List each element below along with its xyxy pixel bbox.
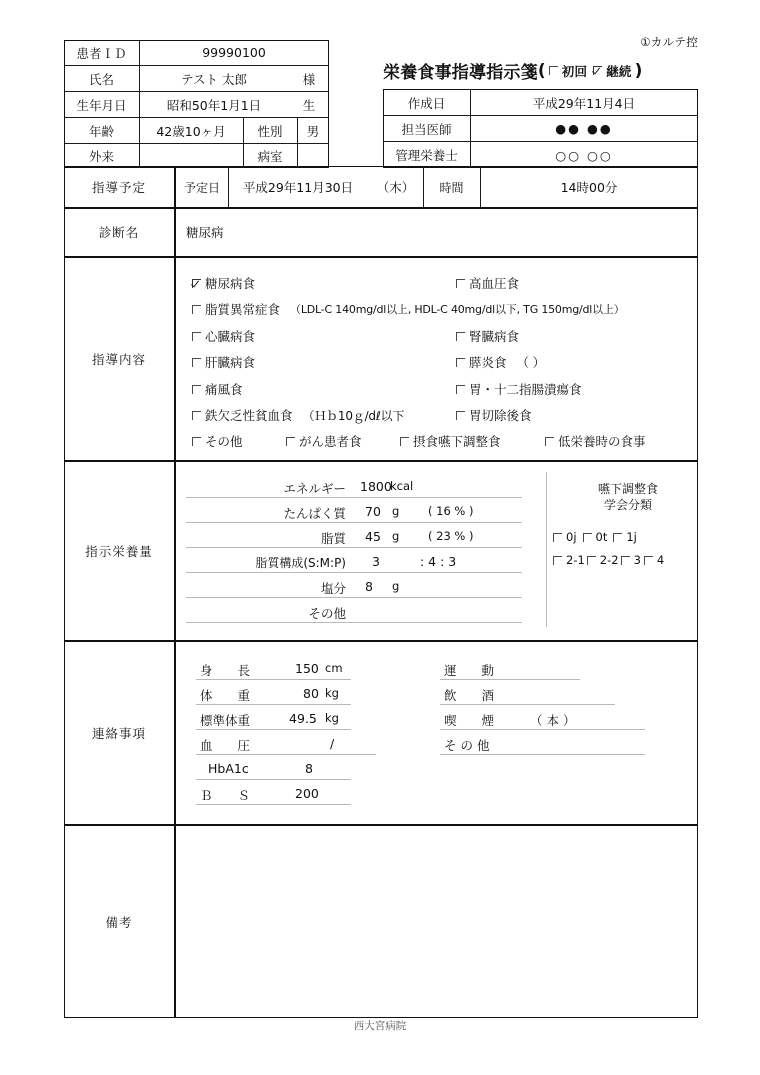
nutrition-salt-label: 塩分 bbox=[320, 581, 346, 596]
guidance-item-malnutrition[interactable] bbox=[545, 432, 646, 450]
guidance-item-label: 摂食嚥下調整食 bbox=[413, 434, 501, 449]
guidance-item-iron-anemia[interactable] bbox=[192, 406, 404, 424]
checkbox-liver-icon[interactable] bbox=[192, 358, 201, 367]
title-option-first-label: 初回 bbox=[561, 63, 588, 79]
room-value[interactable] bbox=[297, 144, 329, 168]
checkbox-pancreatitis-icon[interactable] bbox=[456, 358, 465, 367]
hba1c-value[interactable]: 8 bbox=[305, 761, 313, 776]
swallowing-option-label: 1j bbox=[626, 530, 637, 544]
guidance-item-note: （LDL-C 140mg/dl以上, HDL-C 40mg/dl以下, TG 150mg/dl以上） bbox=[290, 303, 625, 316]
age-label: 年齢 bbox=[88, 123, 114, 139]
guidance-item-dysphagia[interactable] bbox=[400, 432, 501, 450]
guidance-item-note[interactable]: （ ） bbox=[516, 355, 545, 370]
dietitian-value[interactable]: ○○ ○○ bbox=[555, 147, 613, 163]
schedule-weekday: （木） bbox=[376, 180, 415, 195]
swallowing-option-4[interactable] bbox=[644, 553, 664, 567]
patient-id-label: 患者ＩＤ bbox=[76, 45, 127, 61]
nutrition-salt-value[interactable]: 8 bbox=[365, 579, 373, 594]
checkbox-other-icon[interactable] bbox=[192, 437, 201, 446]
swallowing-row-1 bbox=[553, 530, 643, 544]
standard-weight-unit: kg bbox=[325, 711, 339, 725]
checkbox-1j-icon[interactable] bbox=[613, 533, 622, 542]
nutrition-protein-label: たんぱく質 bbox=[283, 506, 346, 521]
outpatient-value[interactable] bbox=[139, 144, 243, 168]
guidance-item-dyslipidemia[interactable] bbox=[192, 300, 625, 318]
sex-label: 性別 bbox=[257, 123, 283, 139]
guidance-item-label: 高血圧食 bbox=[469, 276, 520, 291]
patient-name-value[interactable]: テスト 太郎 bbox=[181, 71, 247, 87]
guidance-item-label: 膵炎食 bbox=[469, 355, 507, 370]
checkbox-0j-icon[interactable] bbox=[553, 533, 562, 542]
swallowing-title-line2: 学会分類 bbox=[603, 498, 652, 512]
divider bbox=[546, 472, 547, 627]
smoking-value[interactable]: （ 本 ） bbox=[530, 713, 576, 728]
swallowing-option-label: 0t bbox=[595, 530, 608, 544]
blood-pressure-label: 血 圧 bbox=[200, 738, 251, 753]
guidance-item-hypertension[interactable] bbox=[456, 274, 519, 292]
schedule-time-value[interactable]: 14時00分 bbox=[560, 180, 618, 195]
hospital-name-footer: 西大宮病院 bbox=[353, 1020, 407, 1032]
swallowing-option-3[interactable] bbox=[621, 553, 641, 567]
checkbox-hypertension-icon[interactable] bbox=[456, 279, 465, 288]
checkbox-dysphagia-icon[interactable] bbox=[400, 437, 409, 446]
guidance-item-kidney[interactable] bbox=[456, 327, 519, 345]
guidance-item-label: がん患者食 bbox=[299, 434, 362, 449]
patient-id-value[interactable]: 99990100 bbox=[202, 45, 266, 60]
diagnosis-label: 診断名 bbox=[98, 225, 140, 240]
swallowing-option-label: 3 bbox=[633, 553, 641, 567]
birthdate-label: 生年月日 bbox=[76, 97, 127, 113]
title-option-continue[interactable] bbox=[593, 62, 631, 80]
checkbox-kidney-icon[interactable] bbox=[456, 332, 465, 341]
nutrition-fat-unit: g bbox=[392, 529, 400, 543]
remarks-label: 備考 bbox=[105, 914, 133, 930]
checkbox-3-icon[interactable] bbox=[621, 556, 630, 565]
guidance-item-diabetes[interactable] bbox=[192, 274, 255, 292]
guidance-item-label: 肝臓病食 bbox=[205, 355, 256, 370]
nutrition-fat-ratio-mp[interactable]: : 4 : 3 bbox=[420, 554, 457, 569]
checkbox-heart-icon[interactable] bbox=[192, 332, 201, 341]
nutrition-label: 指示栄養量 bbox=[85, 543, 153, 559]
guidance-item-other[interactable] bbox=[192, 432, 243, 450]
birthdate-value[interactable]: 昭和50年1月1日 bbox=[166, 97, 262, 113]
guidance-item-label: 腎臓病食 bbox=[469, 329, 520, 344]
swallowing-option-2-2[interactable] bbox=[587, 553, 619, 567]
swallowing-option-0t[interactable] bbox=[583, 530, 608, 544]
doctor-value[interactable]: ●● ●● bbox=[555, 121, 613, 136]
birthdate-suffix: 生 bbox=[302, 97, 316, 113]
nutrition-salt-unit: g bbox=[392, 579, 400, 593]
checkbox-gastric-ulcer-icon[interactable] bbox=[456, 385, 465, 394]
created-date-value[interactable]: 平成29年11月4日 bbox=[532, 95, 636, 111]
nutrition-protein-percent[interactable]: ( 16 % ) bbox=[428, 504, 474, 518]
swallowing-option-label: 4 bbox=[656, 553, 665, 567]
checkbox-diabetes-icon[interactable] bbox=[192, 279, 201, 288]
room-label: 病室 bbox=[257, 149, 283, 164]
guidance-item-note: （Ｈｂ10ｇ/dℓ以下 bbox=[302, 408, 405, 423]
swallowing-option-label: 0j bbox=[566, 530, 577, 544]
guidance-item-label: 低栄養時の食事 bbox=[558, 434, 646, 449]
smoking-label: 喫 煙 bbox=[444, 713, 495, 728]
swallowing-title-line1: 嚥下調整食 bbox=[597, 482, 658, 496]
guidance-item-label: 糖尿病食 bbox=[205, 276, 256, 291]
schedule-time-label: 時間 bbox=[439, 180, 464, 195]
blood-sugar-value[interactable]: 200 bbox=[295, 786, 319, 801]
nutrition-protein-value[interactable]: 70 bbox=[365, 504, 381, 519]
standard-weight-value[interactable]: 49.5 bbox=[289, 711, 317, 726]
guidance-item-gastric-ulcer[interactable] bbox=[456, 380, 582, 398]
blood-pressure-value[interactable]: / bbox=[330, 736, 335, 751]
standard-weight-label: 標準体重 bbox=[200, 713, 251, 728]
guidance-item-label: 痛風食 bbox=[205, 382, 243, 397]
karte-copy-note: ①カルテ控 bbox=[640, 35, 698, 49]
page-title-text: 栄養食事指導指示箋 bbox=[383, 63, 538, 83]
nutrition-fat-percent[interactable]: ( 23 % ) bbox=[428, 529, 474, 543]
guidance-item-label: 心臓病食 bbox=[205, 329, 256, 344]
swallowing-option-2-1[interactable] bbox=[553, 553, 585, 567]
exercise-label: 運 動 bbox=[444, 663, 495, 678]
nutrition-fat-value[interactable]: 45 bbox=[365, 529, 381, 544]
contact-label: 連絡事項 bbox=[91, 725, 146, 741]
title-paren-close: ) bbox=[634, 60, 643, 81]
remarks-value[interactable] bbox=[176, 825, 696, 1018]
created-date-label: 作成日 bbox=[407, 95, 446, 111]
hba1c-label: HbA1c bbox=[208, 761, 249, 776]
swallowing-option-1j[interactable] bbox=[613, 530, 637, 544]
checkbox-0t-icon[interactable] bbox=[583, 533, 592, 542]
guidance-label: 指導内容 bbox=[91, 351, 146, 367]
schedule-row-label: 指導予定 bbox=[91, 180, 146, 195]
dietitian-label: 管理栄養士 bbox=[395, 148, 458, 163]
checkbox-cancer-icon[interactable] bbox=[286, 437, 295, 446]
swallowing-row-2 bbox=[553, 553, 670, 567]
title-option-first[interactable] bbox=[549, 62, 587, 80]
guidance-item-post-gastrectomy[interactable] bbox=[456, 406, 532, 424]
weight-unit: kg bbox=[325, 686, 339, 700]
checkbox-continue-icon[interactable] bbox=[593, 66, 602, 75]
swallowing-option-0j[interactable] bbox=[553, 530, 577, 544]
guidance-item-label: 脂質異常症食 bbox=[205, 302, 281, 317]
guidance-item-gout[interactable] bbox=[192, 380, 243, 398]
guidance-item-heart[interactable] bbox=[192, 327, 255, 345]
checkbox-2-1-icon[interactable] bbox=[553, 556, 562, 565]
sex-value[interactable]: 男 bbox=[306, 123, 320, 139]
nutrition-fat-ratio-s[interactable]: 3 bbox=[372, 554, 380, 569]
checkbox-iron-anemia-icon[interactable] bbox=[192, 411, 201, 420]
page-title bbox=[383, 58, 643, 83]
checkbox-gout-icon[interactable] bbox=[192, 385, 201, 394]
guidance-item-label: 鉄欠乏性貧血食 bbox=[205, 408, 293, 423]
checkbox-post-gastrectomy-icon[interactable] bbox=[456, 411, 465, 420]
nutrition-fat-ratio-label: 脂質構成(S:M:P) bbox=[255, 556, 346, 570]
title-option-continue-label: 継続 bbox=[606, 63, 632, 79]
checkbox-dyslipidemia-icon[interactable] bbox=[192, 305, 201, 314]
height-value[interactable]: 150 bbox=[295, 661, 319, 676]
guidance-item-liver[interactable] bbox=[192, 353, 255, 371]
nutrition-fat-label: 脂質 bbox=[320, 531, 346, 546]
schedule-date-label: 予定日 bbox=[183, 180, 220, 195]
checkbox-2-2-icon[interactable] bbox=[587, 556, 596, 565]
doctor-label: 担当医師 bbox=[401, 121, 452, 137]
weight-label: 体 重 bbox=[200, 688, 251, 703]
checkbox-4-icon[interactable] bbox=[644, 556, 653, 565]
diagnosis-value[interactable]: 糖尿病 bbox=[186, 225, 224, 240]
guidance-item-pancreatitis[interactable] bbox=[456, 353, 545, 371]
guidance-item-cancer[interactable] bbox=[286, 432, 362, 450]
nutrition-energy-value[interactable]: 1800 bbox=[360, 479, 392, 494]
guidance-item-label: 胃・十二指腸潰瘍食 bbox=[469, 382, 582, 397]
patient-name-suffix: 様 bbox=[302, 71, 316, 87]
lifestyle-other-label: そ の 他 bbox=[444, 738, 490, 753]
swallowing-option-label: 2-2 bbox=[599, 553, 619, 567]
title-paren-open: ( bbox=[537, 60, 546, 81]
schedule-date-value[interactable]: 平成29年11月30日 bbox=[242, 180, 354, 195]
checkbox-first-visit-icon[interactable] bbox=[549, 66, 558, 75]
blood-sugar-label: Ｂ Ｓ bbox=[200, 788, 251, 803]
swallowing-option-label: 2-1 bbox=[566, 553, 585, 567]
patient-name-label: 氏名 bbox=[88, 71, 114, 87]
nutrition-energy-label: エネルギー bbox=[283, 481, 346, 496]
guidance-item-label: 胃切除後食 bbox=[469, 408, 532, 423]
nutrition-other-label: その他 bbox=[308, 606, 346, 621]
guidance-item-label: その他 bbox=[205, 434, 243, 449]
weight-value[interactable]: 80 bbox=[303, 686, 319, 701]
alcohol-label: 飲 酒 bbox=[444, 688, 495, 703]
nutrition-energy-unit: kcal bbox=[390, 479, 414, 493]
checkbox-malnutrition-icon[interactable] bbox=[545, 437, 554, 446]
height-label: 身 長 bbox=[200, 663, 251, 678]
age-value[interactable]: 42歳10ヶ月 bbox=[156, 123, 226, 139]
outpatient-label: 外来 bbox=[88, 149, 114, 164]
nutrition-protein-unit: g bbox=[392, 504, 400, 518]
height-unit: cm bbox=[325, 661, 343, 675]
